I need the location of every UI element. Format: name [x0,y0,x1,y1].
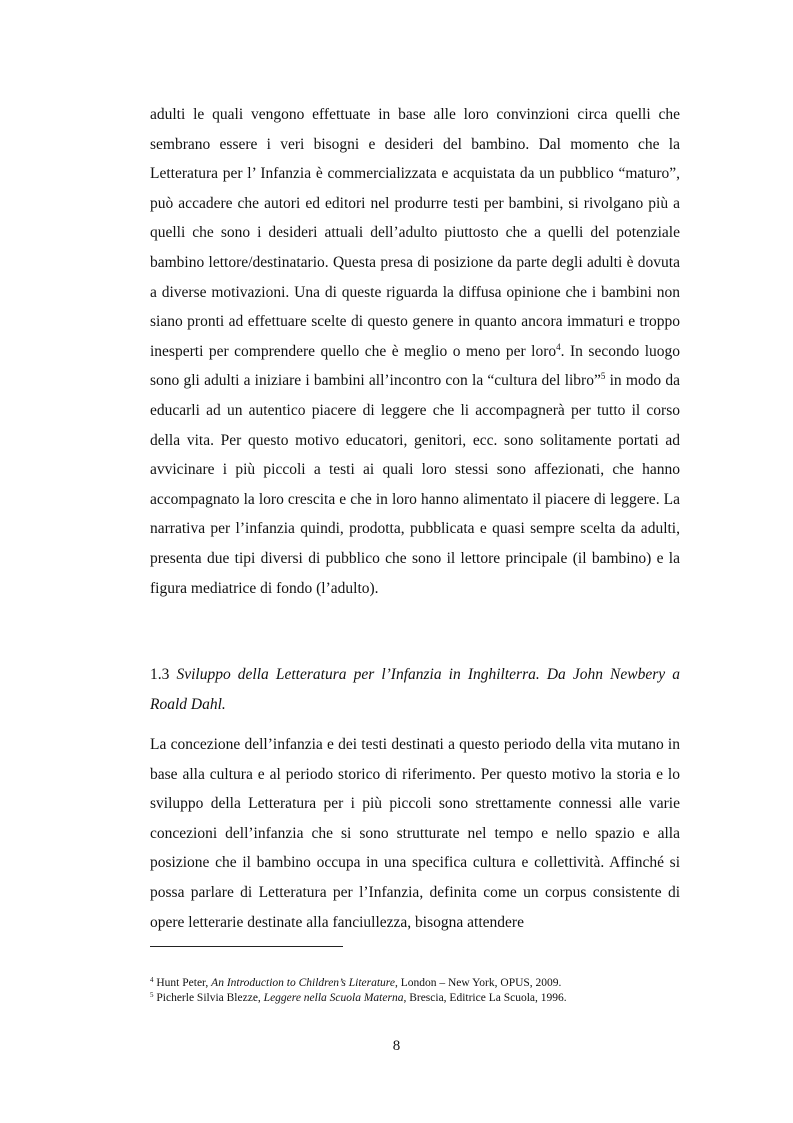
footnote-ref-4[interactable]: 4 [556,341,561,352]
paragraph-1 [150,100,680,603]
paragraph-1-text-a: adulti le quali vengono effettuate in base alle loro convinzioni circa quelli che sembrano essere i veri bisogni e desideri del bambino. Dal momento che la Letteratura per l’ Infanzia è commercializzata e acquistata da un pubblico “maturo”, può accadere che autori ed editori nel produrre testi per bambini, si rivolgano più a quelli che sono i desideri attuali dell’adulto piuttosto che a quelli del potenziale bambino lettore/destinatario. Questa presa di posizione da parte degli adulti è dovuta a diverse motivazioni. Una di queste riguarda la diffusa opinione che i bambini non siano pronti ad effettuare scelte di questo genere in quanto ancora immaturi e troppo inesperti per comprendere quello che è meglio o meno per loro [150,106,680,360]
footnote-separator [150,946,343,947]
footnote-title: An Introduction to Children’s Literature [211,977,395,989]
footnote-publication: , Brescia, Editrice La Scuola, 1996. [403,992,567,1004]
footnote-author: Picherle Silvia Blezze, [156,992,264,1004]
paragraph-2: La concezione dell’infanzia e dei testi destinati a questo periodo della vita mutano in base alla cultura e al periodo storico di riferimento. Per questo motivo la storia e lo sviluppo della Letteratura per i più piccoli sono strettamente connessi alle varie concezioni dell’infanzia che si sono strutturate nel tempo e nello spazio e alla posizione che il bambino occupa in una specifica cultura e collettività. Affinché si possa parlare di Letteratura per l’Infanzia, definita come un corpus consistente di opere letterarie destinate alla fanciullezza, bisogna attendere [150,736,680,931]
footnote-ref-5[interactable]: 5 [600,371,606,382]
footnote-title: Leggere nella Scuola Materna [263,992,404,1004]
section-title: Sviluppo della Letteratura per l’Infanzia in Inghilterra. Da John Newbery a Roald Dahl. [150,666,680,713]
footnote-5 [150,991,710,1006]
section-heading [150,660,680,719]
paragraph-1-text-b: . In secondo luogo sono gli adulti a iniziare i bambini all’incontro con la “cultura del libro” [150,342,681,390]
body-text-block-2 [150,730,680,937]
footnote-4 [150,976,710,991]
body-text-block [150,100,680,603]
paragraph-1-text-c: in modo da educarli ad un autentico piacere di leggere che li accompagnerà per tutto il corso della vita. Per questo motivo educatori, genitori, ecc. sono solitamente portati ad avvicinare i più piccoli a testi ai quali loro stessi sono affezionati, che hanno accompagnato la loro crescita e che in loro hanno alimentato il piacere di leggere. La narrativa per l’infanzia quindi, prodotta, pubblicata e quasi sempre scelta da adulti, presenta due tipi diversi di pubblico che sono il lettore principale (il bambino) e la figura mediatrice di fondo (l’adulto). [150,372,680,597]
page-number: 8 [392,1038,401,1054]
footnote-author: Hunt Peter, [156,977,212,989]
footnote-number: 5 [150,991,154,999]
footnote-number: 4 [150,976,154,984]
section-number: 1.3 [150,666,170,683]
footnotes [150,976,710,1006]
footnote-publication: , London – New York, OPUS, 2009. [394,977,562,989]
